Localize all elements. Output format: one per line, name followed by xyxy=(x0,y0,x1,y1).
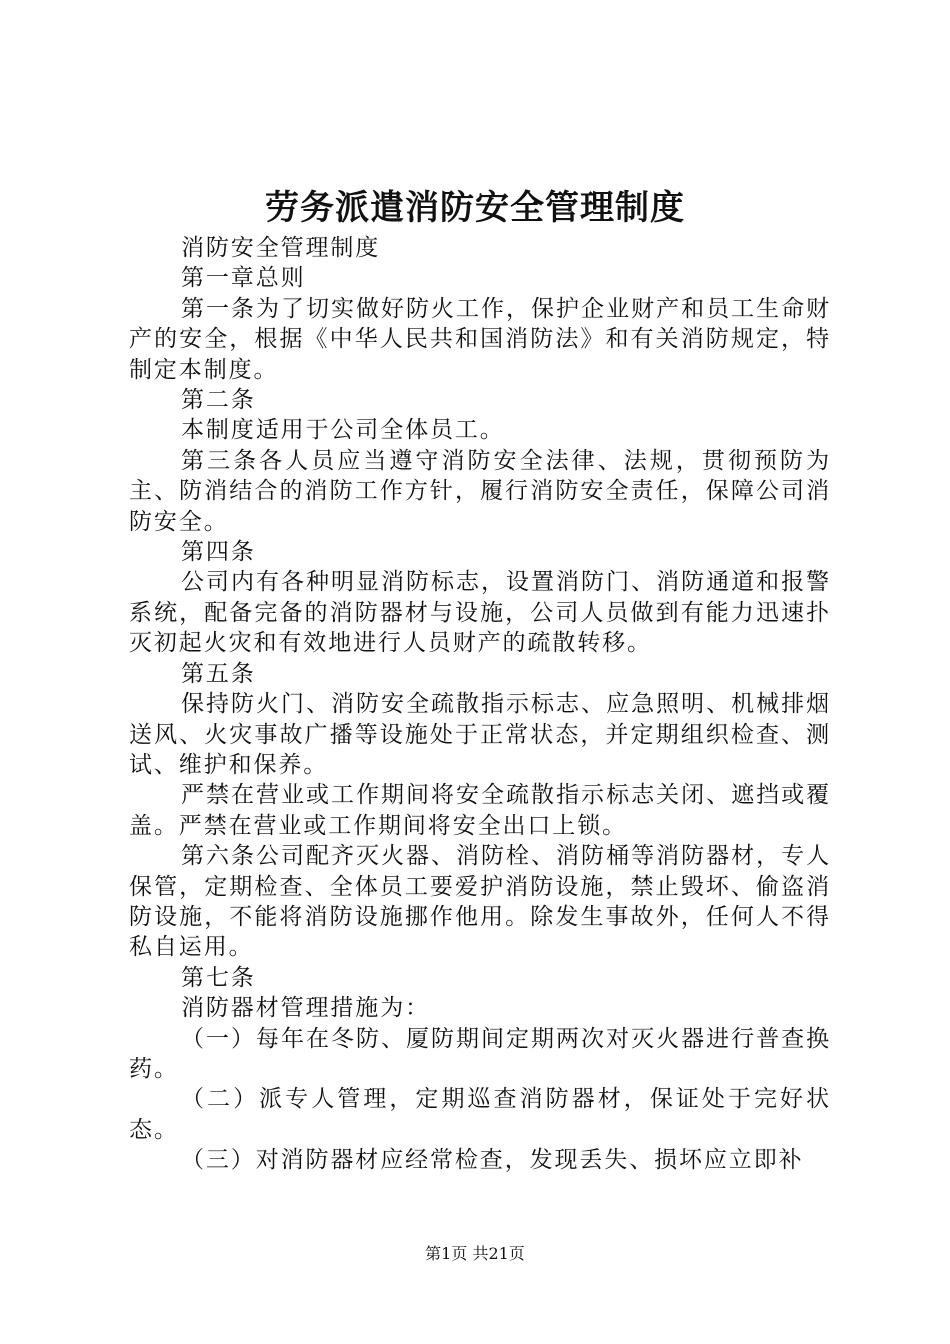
paragraph: 第一章总则 xyxy=(181,265,306,292)
paragraph: 第一条为了切实做好防火工作，保护企业财产和员工生命财产的安全，根据《中华人民共和国消防法》和有关消防规定，特制定本制度。 xyxy=(129,295,831,383)
paragraph: 第二条 xyxy=(181,387,256,414)
paragraph: 严禁在营业或工作期间将安全疏散指示标志关闭、遮挡或覆盖。严禁在营业或工作期间将安全出口上锁。 xyxy=(129,782,831,839)
paragraph: 第三条各人员应当遵守消防安全法律、法规，贯彻预防为主、防消结合的消防工作方针，履行消防安全责任，保障公司消防安全。 xyxy=(129,447,831,535)
paragraph: （三）对消防器材应经常检查，发现丢失、损坏应立即补 xyxy=(181,1147,804,1174)
paragraph: （二）派专人管理，定期巡查消防器材，保证处于完好状态。 xyxy=(129,1086,831,1143)
page-number-footer: 第1页 共21页 xyxy=(425,1244,525,1263)
paragraph: 第五条 xyxy=(181,660,256,687)
paragraph: 保持防火门、消防安全疏散指示标志、应急照明、机械排烟送风、火灾事故广播等设施处于正常状态，并定期组织检查、测试、维护和保养。 xyxy=(129,691,831,778)
paragraph: 消防器材管理措施为： xyxy=(181,995,430,1022)
document-title: 劳务派遣消防安全管理制度 xyxy=(265,188,685,228)
paragraph: 消防安全管理制度 xyxy=(181,235,381,261)
paragraph: 第四条 xyxy=(181,539,256,566)
paragraph: 第七条 xyxy=(181,964,256,991)
paragraph: 第六条公司配齐灭火器、消防栓、消防桶等消防器材，专人保管，定期检查、全体员工要爱护消防设施，禁止毁坏、偷盗消防设施，不能将消防设施挪作他用。除发生事故外，任何人不得私自运用。 xyxy=(129,843,831,961)
paragraph: 本制度适用于公司全体员工。 xyxy=(181,417,505,444)
document-body xyxy=(129,233,831,1176)
paragraph: （一）每年在冬防、厦防期间定期两次对灭火器进行普查换药。 xyxy=(129,1025,831,1082)
paragraph: 公司内有各种明显消防标志，设置消防门、消防通道和报警系统，配备完备的消防器材与设施，公司人员做到有能力迅速扑灭初起火灾和有效地进行人员财产的疏散转移。 xyxy=(129,569,831,657)
